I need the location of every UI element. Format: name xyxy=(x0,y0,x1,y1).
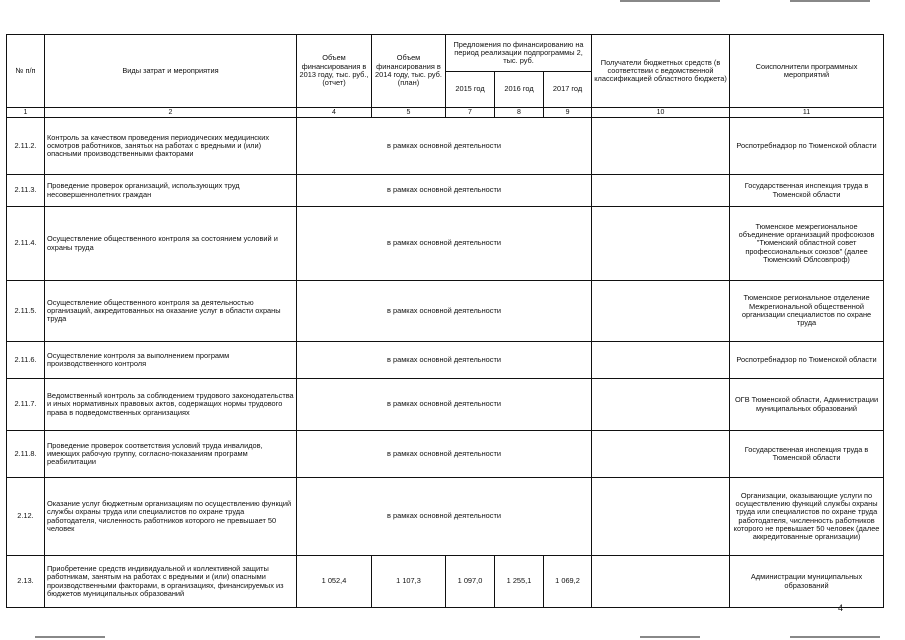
row-number: 2.13. xyxy=(7,556,45,608)
table-row xyxy=(7,118,884,175)
table-row xyxy=(7,379,884,431)
bottom-edge-line xyxy=(640,636,700,638)
row-value-2013: 1 052,4 xyxy=(297,556,372,608)
row-recipient xyxy=(592,342,730,379)
header-proposals: Предложения по финансированию на период реализации подпрограммы 2, тыс. руб. xyxy=(446,35,592,72)
table-row xyxy=(7,281,884,342)
row-description: Осуществление контроля за выполнением программ производственного контроля xyxy=(45,342,297,379)
page-number: 4 xyxy=(838,603,844,613)
row-value-2014: 1 107,3 xyxy=(372,556,446,608)
row-number: 2.11.8. xyxy=(7,431,45,478)
header-coexecutors: Соисполнители программных мероприятий xyxy=(730,35,884,108)
header-year-2017: 2017 год xyxy=(544,72,592,108)
row-number: 2.11.6. xyxy=(7,342,45,379)
header-vol-2013: Объем финансирования в 2013 году, тыс. руб., (отчет) xyxy=(297,35,372,108)
row-funding-note: в рамках основной деятельности xyxy=(297,207,592,281)
header-types: Виды затрат и мероприятия xyxy=(45,35,297,108)
column-number: 4 xyxy=(297,108,372,118)
row-number: 2.11.3. xyxy=(7,175,45,207)
column-number: 10 xyxy=(592,108,730,118)
bottom-edge-line xyxy=(35,636,105,638)
row-number: 2.12. xyxy=(7,478,45,556)
column-number: 2 xyxy=(45,108,297,118)
column-number: 1 xyxy=(7,108,45,118)
budget-table xyxy=(6,34,884,608)
row-recipient xyxy=(592,175,730,207)
row-description: Оказание услуг бюджетным организациям по осуществлению функций службы охраны труда или специалистов по охране труда работодателя, численность работников которого не превышает 50 человек xyxy=(45,478,297,556)
table-row xyxy=(7,478,884,556)
row-coexecutor: Роспотребнадзор по Тюменской области xyxy=(730,118,884,175)
row-value-2015: 1 097,0 xyxy=(446,556,495,608)
row-coexecutor: Администрации муниципальных образований xyxy=(730,556,884,608)
row-coexecutor: Государственная инспекция труда в Тюменской области xyxy=(730,175,884,207)
row-coexecutor: Тюменское региональное отделение Межрегиональной общественной организации специалистов по охране труда xyxy=(730,281,884,342)
row-funding-note: в рамках основной деятельности xyxy=(297,478,592,556)
header-num: № п/п xyxy=(7,35,45,108)
row-value-2016: 1 255,1 xyxy=(495,556,544,608)
row-funding-note: в рамках основной деятельности xyxy=(297,431,592,478)
row-description: Ведомственный контроль за соблюдением трудового законодательства и иных нормативных правовых актов, содержащих нормы трудового права в подведомственных организациях xyxy=(45,379,297,431)
column-number: 7 xyxy=(446,108,495,118)
top-edge-line xyxy=(790,0,870,2)
row-recipient xyxy=(592,379,730,431)
column-number: 11 xyxy=(730,108,884,118)
row-funding-note: в рамках основной деятельности xyxy=(297,175,592,207)
row-description: Проведение проверок организаций, использующих труд несовершеннолетних граждан xyxy=(45,175,297,207)
row-recipient xyxy=(592,207,730,281)
row-coexecutor: Организации, оказывающие услуги по осуществлению функций службы охраны труда или специалистов по охране труда работодателя, численность работников которого не превышает 50 человек (далее аккредитованные организации) xyxy=(730,478,884,556)
table-row xyxy=(7,556,884,608)
table-row xyxy=(7,431,884,478)
row-description: Осуществление общественного контроля за состоянием условий и охраны труда xyxy=(45,207,297,281)
row-number: 2.11.5. xyxy=(7,281,45,342)
row-recipient xyxy=(592,556,730,608)
row-value-2017: 1 069,2 xyxy=(544,556,592,608)
header-year-2016: 2016 год xyxy=(495,72,544,108)
row-coexecutor: ОГВ Тюменской области, Администрации муниципальных образований xyxy=(730,379,884,431)
row-number: 2.11.2. xyxy=(7,118,45,175)
table-row xyxy=(7,207,884,281)
row-description: Проведение проверок соответствия условий труда инвалидов, имеющих рабочую группу, согласно-показаниям программ реабилитации xyxy=(45,431,297,478)
row-coexecutor: Роспотребнадзор по Тюменской области xyxy=(730,342,884,379)
header-year-2015: 2015 год xyxy=(446,72,495,108)
row-funding-note: в рамках основной деятельности xyxy=(297,379,592,431)
row-recipient xyxy=(592,478,730,556)
row-recipient xyxy=(592,431,730,478)
header-vol-2014: Объем финансирования в 2014 году, тыс. руб. (план) xyxy=(372,35,446,108)
row-funding-note: в рамках основной деятельности xyxy=(297,342,592,379)
row-description: Контроль за качеством проведения периодических медицинских осмотров работников, занятых на работах с вредными и (или) опасными производственными факторами xyxy=(45,118,297,175)
column-number: 8 xyxy=(495,108,544,118)
header-recipients: Получатели бюджетных средств (в соответствии с ведомственной классификацией областного бюджета) xyxy=(592,35,730,108)
bottom-edge-line xyxy=(790,636,880,638)
row-coexecutor: Тюменское межрегиональное объединение организаций профсоюзов "Тюменский областной совет профессиональных союзов" (далее Тюменский Облсовпроф) xyxy=(730,207,884,281)
row-recipient xyxy=(592,281,730,342)
row-coexecutor: Государственная инспекция труда в Тюменской области xyxy=(730,431,884,478)
row-funding-note: в рамках основной деятельности xyxy=(297,281,592,342)
row-description: Приобретение средств индивидуальной и коллективной защиты работникам, занятым на работах с вредными и (или) опасными производственными факторами, в организациях, финансируемых из бюджетов муниципальных образований xyxy=(45,556,297,608)
row-number: 2.11.7. xyxy=(7,379,45,431)
column-number: 9 xyxy=(544,108,592,118)
table-row xyxy=(7,175,884,207)
row-recipient xyxy=(592,118,730,175)
row-number: 2.11.4. xyxy=(7,207,45,281)
column-number-row xyxy=(7,108,884,118)
column-number: 5 xyxy=(372,108,446,118)
table-row xyxy=(7,342,884,379)
top-edge-line xyxy=(620,0,720,2)
row-description: Осуществление общественного контроля за деятельностью организаций, аккредитованных на оказание услуг в области охраны труда xyxy=(45,281,297,342)
row-funding-note: в рамках основной деятельности xyxy=(297,118,592,175)
